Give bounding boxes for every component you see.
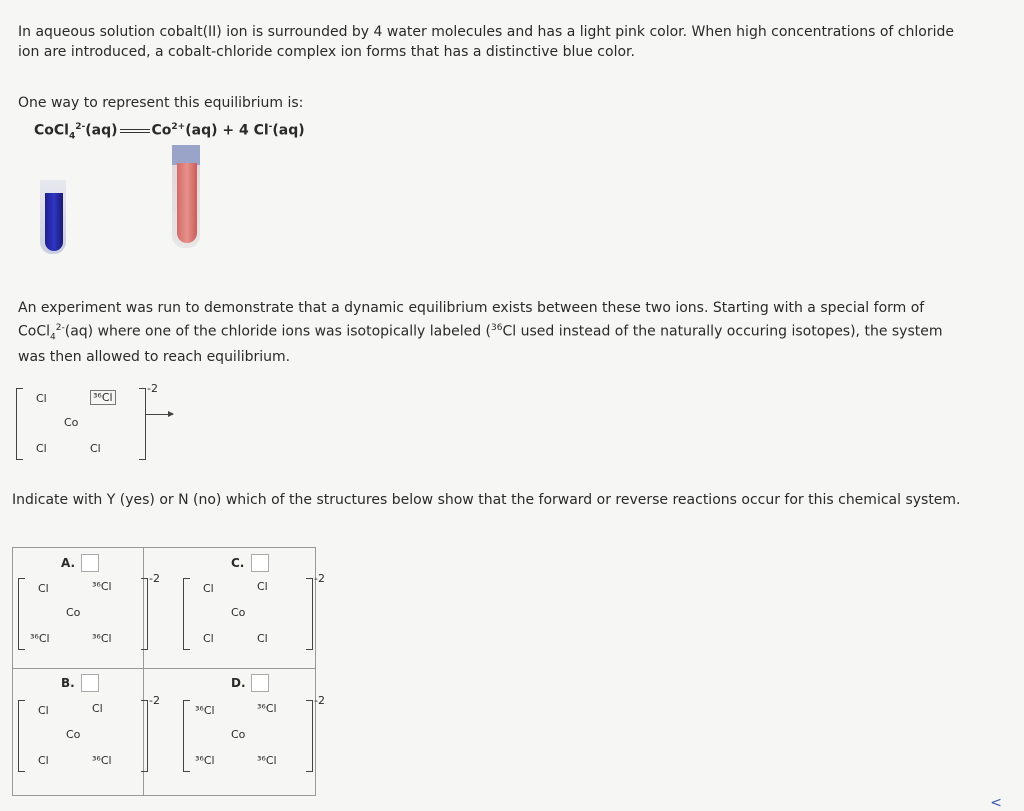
option-d-label: D. <box>231 676 246 690</box>
option-c-answer-box[interactable] <box>251 554 269 572</box>
option-b-label: B. <box>61 676 75 690</box>
starting-complex: -2 Cl ³⁶Cl Co Cl Cl <box>16 388 146 458</box>
instructions-text: Indicate with Y (yes) or N (no) which of the structures below show that the forward or reverse reactions occur for this chemical system. <box>12 492 961 508</box>
option-c-structure: -2 Cl Cl Co Cl Cl <box>183 578 313 648</box>
option-d-answer-box[interactable] <box>251 674 269 692</box>
option-b-answer-box[interactable] <box>81 674 99 692</box>
reaction-arrow <box>145 414 173 415</box>
option-b-structure: -2 Cl Cl Co Cl ³⁶Cl <box>18 700 148 770</box>
option-d-structure: -2 ³⁶Cl ³⁶Cl Co ³⁶Cl ³⁶Cl <box>183 700 313 770</box>
intro-paragraph: In aqueous solution cobalt(II) ion is surrounded by 4 water molecules and has a light pink color. When high concentrations of chloride ion are introduced, a cobalt-chloride complex ion forms that has a distinctive blue color. <box>18 24 954 60</box>
equilibrium-equation: CoCl$_4^{2-}$(aq) $Co^{2+}(aq) + 4$ Cl-(aq) <box>34 122 305 142</box>
equilibrium-intro-label: One way to represent this equilibrium is: <box>18 95 304 111</box>
blue-solution <box>45 193 63 251</box>
option-a-answer-box[interactable] <box>81 554 99 572</box>
pink-solution <box>177 163 197 243</box>
options-table <box>12 547 325 796</box>
experiment-paragraph: An experiment was run to demonstrate that a dynamic equilibrium exists between these two ions. Starting with a special form of CoCl$_4^{2-}$(aq) where one of the chloride ions was isotopically labeled ($^{36}$Cl used instead of the naturally occuring isotopes), the system was then allowed to reach equilibrium. <box>18 300 943 366</box>
equilibrium-arrow <box>120 129 150 133</box>
chevron-left-icon[interactable]: < <box>990 795 1002 811</box>
option-c-label: C. <box>231 556 245 570</box>
option-a-structure: -2 Cl ³⁶Cl Co ³⁶Cl ³⁶Cl <box>18 578 148 648</box>
option-a-label: A. <box>61 556 76 570</box>
